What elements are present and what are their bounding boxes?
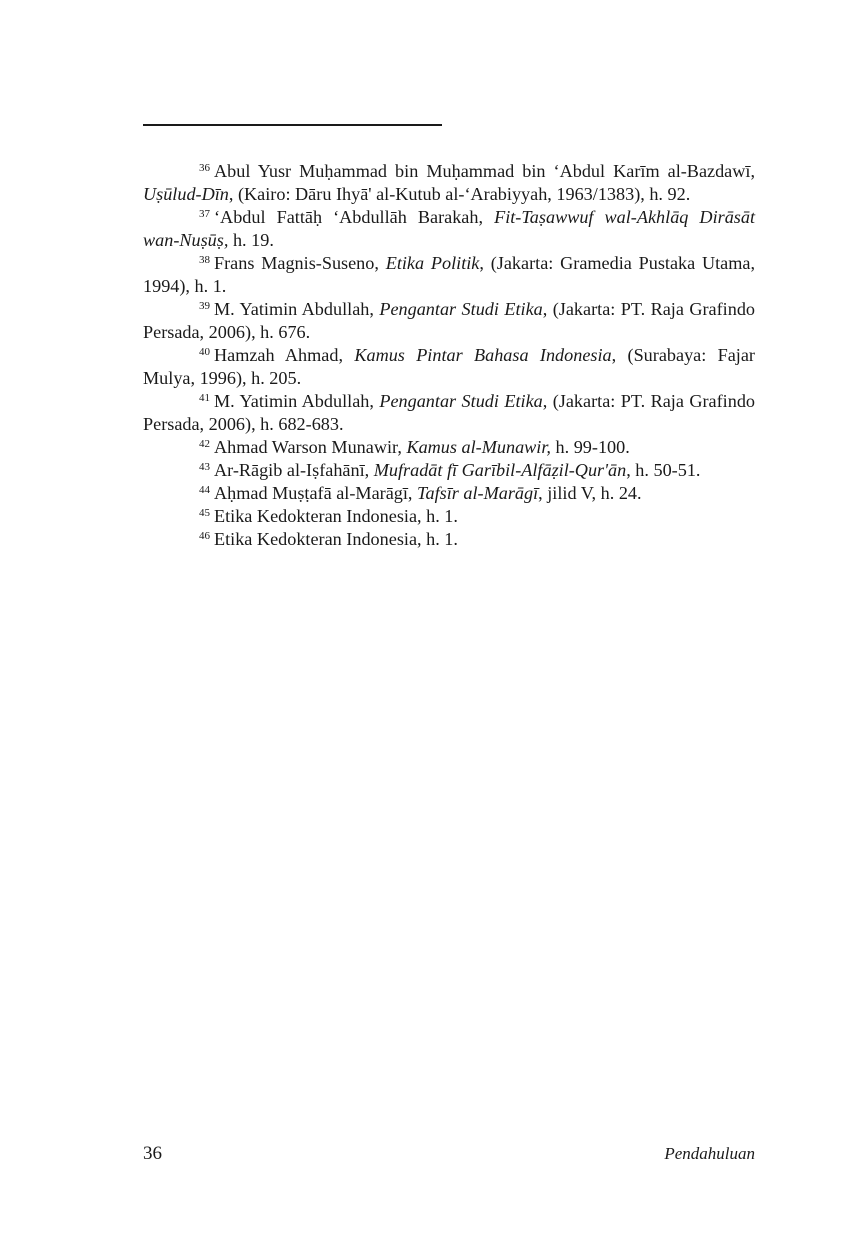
footnote-40	[143, 344, 755, 390]
footnote-text: M. Yatimin Abdullah,	[214, 299, 374, 319]
footnote-text: Hamzah Ahmad,	[214, 345, 344, 365]
footnote-title: Pengantar Studi Etika	[379, 391, 543, 411]
footnote-citation: , (Jakarta: PT. Raja Grafindo Persada, 2006), h. 676.	[143, 299, 756, 342]
footnote-44	[143, 482, 755, 505]
footnote-citation: , (Surabaya: Fajar Mulya, 1996), h. 205.	[143, 345, 755, 388]
footnote-title: Uṣūlud-Dīn	[143, 184, 229, 204]
footnote-text: Frans Magnis-Suseno,	[214, 253, 379, 273]
footnote-number: 43	[199, 461, 210, 473]
footnote-title: Etika Politik	[385, 253, 480, 273]
footnote-number: 37	[199, 208, 210, 220]
footnote-number: 45	[199, 507, 210, 519]
footnote-text: Abul Yusr Muḥammad bin Muḥammad bin ‘Abdul Karīm al-Bazdawī,	[214, 161, 755, 181]
footnote-text: Ar-Rāgib al-Iṣfahānī,	[214, 460, 370, 480]
footnote-number: 41	[199, 392, 210, 404]
footnote-title: Kamus Pintar Bahasa Indonesia	[354, 345, 612, 365]
footnote-separator-rule	[143, 124, 442, 126]
footnote-number: 38	[199, 254, 210, 266]
footnote-number: 46	[199, 530, 210, 542]
footnote-text: Etika Kedokteran Indonesia, h. 1.	[214, 529, 458, 549]
footnote-citation: , (Jakarta: Gramedia Pustaka Utama, 1994), h. 1.	[143, 253, 756, 296]
footnote-citation: , (Kairo: Dāru Ihyā' al-Kutub al-‘Arabiyyah, 1963/1383), h. 92.	[228, 184, 691, 204]
footnote-text: ‘Abdul Fattāḥ ‘Abdullāh Barakah,	[214, 207, 484, 227]
footnote-number: 36	[199, 162, 210, 174]
footnote-title: Tafsīr al-Marāgī	[417, 483, 539, 503]
footnote-number: 39	[199, 300, 210, 312]
footnote-text: Aḥmad Muṣṭafā al-Marāgī,	[214, 483, 413, 503]
footnote-title: Mufradāt fī Garībil-Alfāẓil-Qur'ān	[373, 460, 627, 480]
footnote-title: Pengantar Studi Etika	[379, 299, 543, 319]
footnote-number: 42	[199, 438, 210, 450]
footnote-42	[143, 436, 755, 459]
footnote-citation: h. 99-100.	[550, 437, 630, 457]
footnotes-section	[143, 160, 755, 551]
footnote-title: Kamus al-Munawir,	[406, 437, 551, 457]
footnote-number: 40	[199, 346, 210, 358]
footnote-41	[143, 390, 755, 436]
footnote-citation: h. 19.	[228, 230, 274, 250]
running-title: Pendahuluan	[664, 1144, 755, 1163]
footnote-43	[143, 459, 755, 482]
footnote-39	[143, 298, 755, 344]
footnote-text: Etika Kedokteran Indonesia, h. 1.	[214, 506, 458, 526]
footnote-citation: , jilid V, h. 24.	[538, 483, 642, 503]
footnote-number: 44	[199, 484, 210, 496]
footnote-45	[143, 505, 755, 528]
footnote-citation: , h. 50-51.	[626, 460, 701, 480]
footnote-36	[143, 160, 755, 206]
footnote-text: M. Yatimin Abdullah,	[214, 391, 374, 411]
footnote-title: Fit-Taṣawwuf wal-Akhlāq Dirāsāt wan-Nuṣūṣ,	[143, 207, 756, 250]
footnote-text: Ahmad Warson Munawir,	[214, 437, 402, 457]
footnote-38	[143, 252, 755, 298]
footnote-46	[143, 528, 755, 551]
page-number: 36	[143, 1143, 162, 1164]
footnote-37	[143, 206, 755, 252]
footnote-citation: , (Jakarta: PT. Raja Grafindo Persada, 2006), h. 682-683.	[143, 391, 756, 434]
